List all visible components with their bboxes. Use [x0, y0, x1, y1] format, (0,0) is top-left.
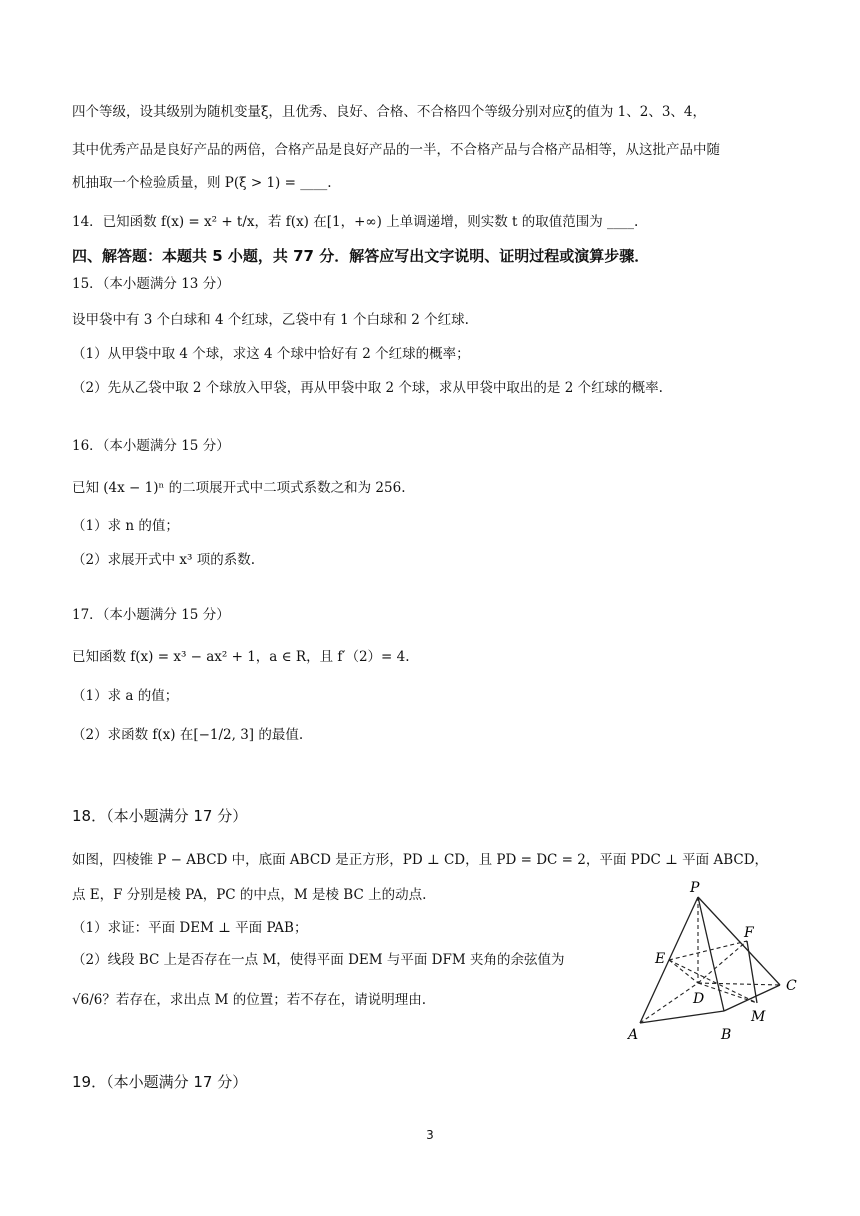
section4-heading: 四、解答题：本题共 5 小题，共 77 分．解答应写出文字说明、证明过程或演算步骤．	[72, 247, 650, 265]
q18-stem2: 点 E，F 分别是棱 PA，PC 的中点，M 是棱 BC 上的动点.	[72, 887, 427, 903]
q17-part1: （1）求 a 的值；	[72, 688, 179, 704]
label-d: D	[693, 991, 705, 1007]
q13-line3: 机抽取一个检验质量，则 P(ξ > 1) = ____.	[72, 175, 332, 191]
label-p: P	[690, 880, 700, 896]
q18-part2a: （2）线段 BC 上是否存在一点 M，使得平面 DEM 与平面 DFM 夹角的余弦值为	[72, 952, 565, 968]
q14-text: 14．已知函数 f(x) = x² + t/x，若 f(x) 在[1，+∞) 上单调递增，则实数 t 的取值范围为 ____.	[72, 214, 639, 230]
label-a: A	[628, 1027, 639, 1043]
q13-line1: 四个等级，设其级别为随机变量ξ，且优秀、良好、合格、不合格四个等级分别对应ξ的值为 1、2、3、4，	[72, 104, 707, 120]
q17-part2: （2）求函数 f(x) 在[−1/2, 3] 的最值.	[72, 727, 304, 743]
label-b: B	[721, 1027, 732, 1043]
q18-stem1: 如图，四棱锥 P − ABCD 中，底面 ABCD 是正方形，PD ⊥ CD，且 PD = DC = 2，平面 PDC ⊥ 平面 ABCD，	[72, 852, 769, 868]
q16-stem: 已知 (4x − 1)ⁿ 的二项展开式中二项式系数之和为 256.	[72, 480, 406, 496]
q16-head: 16．（本小题满分 15 分）	[72, 438, 230, 454]
q18-head: 18．（本小题满分 17 分）	[72, 807, 248, 825]
page-number: 3	[426, 1128, 434, 1142]
label-m: M	[751, 1009, 766, 1025]
label-c: C	[786, 978, 797, 994]
q19-head: 19．（本小题满分 17 分）	[72, 1073, 248, 1091]
q15-stem: 设甲袋中有 3 个白球和 4 个红球，乙袋中有 1 个白球和 2 个红球.	[72, 312, 469, 328]
q16-part2: （2）求展开式中 x³ 项的系数.	[72, 552, 255, 568]
q17-head: 17．（本小题满分 15 分）	[72, 607, 230, 623]
q15-part2: （2）先从乙袋中取 2 个球放入甲袋，再从甲袋中取 2 个球，求从甲袋中取出的是 2 个红球的概率.	[72, 380, 663, 396]
q15-head: 15．（本小题满分 13 分）	[72, 276, 230, 292]
label-e: E	[655, 951, 666, 967]
label-f: F	[744, 925, 754, 941]
q13-line2: 其中优秀产品是良好产品的两倍，合格产品是良好产品的一半，不合格产品与合格产品相等，从这批产品中随	[72, 142, 720, 158]
q18-part2b: √6/6？若存在，求出点 M 的位置；若不存在，请说明理由.	[72, 992, 427, 1008]
q17-stem: 已知函数 f(x) = x³ − ax² + 1，a ∈ R，且 f′（2）= 4.	[72, 649, 410, 665]
q18-part1: （1）求证：平面 DEM ⊥ 平面 PAB；	[72, 920, 308, 936]
q15-part1: （1）从甲袋中取 4 个球，求这 4 个球中恰好有 2 个红球的概率；	[72, 346, 470, 362]
q16-part1: （1）求 n 的值；	[72, 518, 179, 534]
pyramid-figure	[620, 875, 820, 1045]
